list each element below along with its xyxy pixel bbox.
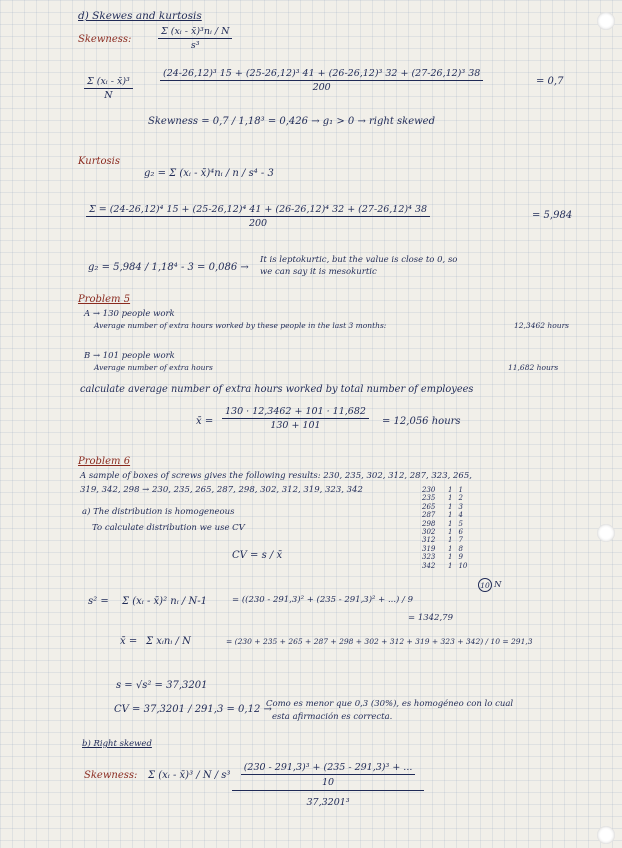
cv-comment-line1: Como es menor que 0,3 (30%), es homogéneo con lo cual <box>266 699 514 709</box>
tally-cell: 1 <box>448 519 453 528</box>
sum-fourth-result: = 5,984 <box>532 210 573 221</box>
tally-cell: 235 <box>422 494 436 503</box>
p5-group-b: B → 101 people work <box>84 351 175 361</box>
tally-cell: 2 <box>458 494 463 503</box>
p6-skewness-label: Skewness: <box>84 770 138 781</box>
p5-group-b-description: Average number of extra hours <box>94 363 213 372</box>
p5-group-a-description: Average number of extra hours worked by these people in the last 3 months: <box>94 321 387 330</box>
kurtosis-formula: g₂ = Σ (xᵢ - x̄)⁴nᵢ / n / s⁴ - 3 <box>144 168 274 179</box>
tally-cell: 312 <box>422 536 436 545</box>
tally-cell: 7 <box>458 536 463 545</box>
tally-cell: 287 <box>422 511 436 520</box>
tally-row <box>422 503 467 511</box>
tally-cell: 265 <box>422 502 436 511</box>
binder-hole-middle <box>597 524 615 542</box>
section-d-title: d) Skewes and kurtosis <box>78 10 202 22</box>
variance-result: = 1342,79 <box>408 613 453 623</box>
tally-cell: 10 <box>458 561 468 570</box>
sum-fourth-power: Σ = (24-26,12)⁴ 15 + (25-26,12)⁴ 41 + (26-26,12)⁴ 32 + (27-26,12)⁴ 38 200 <box>86 204 430 229</box>
tally-cell: 298 <box>422 519 436 528</box>
tally-cell: 342 <box>422 561 436 570</box>
tally-cell: 1 <box>448 511 453 520</box>
p6-intro-line2: 319, 342, 298 → 230, 235, 265, 287, 298, 302, 312, 319, 323, 342 <box>80 485 363 495</box>
tally-row <box>422 553 467 561</box>
g2-comment-line2: we can say it is mesokurtic <box>260 267 377 277</box>
tally-cell: 8 <box>458 544 463 553</box>
tally-cell: 9 <box>458 553 463 562</box>
frequency-tally-table <box>422 486 467 570</box>
p6-part-a: a) The distribution is homogeneous <box>82 507 235 517</box>
tally-cell: 302 <box>422 528 436 537</box>
tally-row <box>422 562 467 570</box>
kurtosis-label: Kurtosis <box>78 156 120 167</box>
tally-cell: 1 <box>448 502 453 511</box>
tally-cell: 1 <box>448 486 453 494</box>
tally-cell: 4 <box>458 511 463 520</box>
p5-group-b-value: 11,682 hours <box>508 363 559 372</box>
tally-row <box>422 486 467 494</box>
cv-definition: CV = s / x̄ <box>232 550 283 561</box>
problem5-title: Problem 5 <box>78 294 131 305</box>
tally-cell: 5 <box>458 519 463 528</box>
sum-cube-rhs: (24-26,12)³ 15 + (25-26,12)³ 41 + (26-26,12)³ 32 + (27-26,12)³ 38 200 <box>160 68 483 93</box>
p5-mean-result: = 12,056 hours <box>382 416 461 427</box>
p5-group-a-value: 12,3462 hours <box>514 321 570 330</box>
mean-lhs: x̄ = <box>120 636 138 647</box>
p5-task: calculate average number of extra hours worked by total number of employees <box>80 384 474 395</box>
sum-cube-lhs: $\frac{\text{Σ (xᵢ - x̄)³}}{N}$ <box>84 76 133 101</box>
tally-cell: 230 <box>422 486 436 494</box>
sum-cube-result: = 0,7 <box>536 76 564 87</box>
tally-row <box>422 511 467 519</box>
cv-calc: CV = 37,3201 / 291,3 = 0,12 → <box>114 704 272 715</box>
tally-cell: 1 <box>448 553 453 562</box>
tally-row <box>422 536 467 544</box>
p5-mean-fraction: $\frac{130 \cdot 12,3462 + 101 \cdot 11,682}{130 + 101}$ <box>222 406 369 431</box>
tally-cell: 1 <box>448 494 453 503</box>
problem6-title: Problem 6 <box>78 456 131 467</box>
tally-n-label: N <box>494 580 502 590</box>
p5-group-a: A → 130 people work <box>84 309 175 319</box>
p6-part-b: b) Right skewed <box>82 739 152 749</box>
cv-comment-line2: esta afirmación es correcta. <box>272 712 393 722</box>
skewness-calc: Skewness = 0,7 / 1,18³ = 0,426 → g₁ > 0 → right skewed <box>148 116 436 127</box>
skewness-formula: $\frac{\text{Σ (xᵢ - x̄)³nᵢ / N}}{\text{s³}}$ <box>158 26 232 51</box>
tally-cell: 6 <box>458 528 463 537</box>
p5-mean-lhs: x̄ = <box>196 416 214 427</box>
tally-row <box>422 520 467 528</box>
tally-cell: 1 <box>448 536 453 545</box>
tally-row <box>422 545 467 553</box>
variance-formula: Σ (xᵢ - x̄)² nᵢ / N-1 <box>122 596 207 607</box>
mean-expansion: = (230 + 235 + 265 + 287 + 298 + 302 + 312 + 319 + 323 + 342) / 10 = 291,3 <box>226 637 533 646</box>
tally-cell: 1 <box>448 544 453 553</box>
p6-part-a-note: To calculate distribution we use CV <box>92 523 245 533</box>
binder-hole-bottom <box>597 826 615 844</box>
tally-cell: 1 <box>448 561 453 570</box>
p6-intro-line1: A sample of boxes of screws gives the following results: 230, 235, 302, 312, 287, 323, 265, <box>80 471 472 481</box>
tally-cell: 1 <box>458 486 463 494</box>
tally-total-circle: 10 <box>478 578 492 592</box>
std-dev-calc: s = √s² = 37,3201 <box>116 680 208 691</box>
tally-cell: 323 <box>422 553 436 562</box>
variance-lhs: s² = <box>88 596 109 607</box>
g2-calculation: g₂ = 5,984 / 1,18⁴ - 3 = 0,086 → <box>88 262 249 273</box>
g2-comment-line1: It is leptokurtic, but the value is close to 0, so <box>260 255 458 265</box>
tally-cell: 319 <box>422 544 436 553</box>
tally-cell: 1 <box>448 528 453 537</box>
tally-cell: 3 <box>458 502 463 511</box>
skewness-label: Skewness: <box>78 34 132 45</box>
p6-skewness-formula: Σ (xᵢ - x̄)³ / N / s³ <box>148 770 231 781</box>
tally-row <box>422 528 467 536</box>
p6-skewness-expansion: (230 - 291,3)³ + (235 - 291,3)³ + ... 10 37,3201³ <box>232 762 424 808</box>
mean-formula: Σ xᵢnᵢ / N <box>146 636 191 647</box>
binder-hole-top <box>597 12 615 30</box>
tally-row <box>422 494 467 502</box>
variance-expansion: = ((230 - 291,3)² + (235 - 291,3)² + ...) / 9 <box>232 595 414 605</box>
